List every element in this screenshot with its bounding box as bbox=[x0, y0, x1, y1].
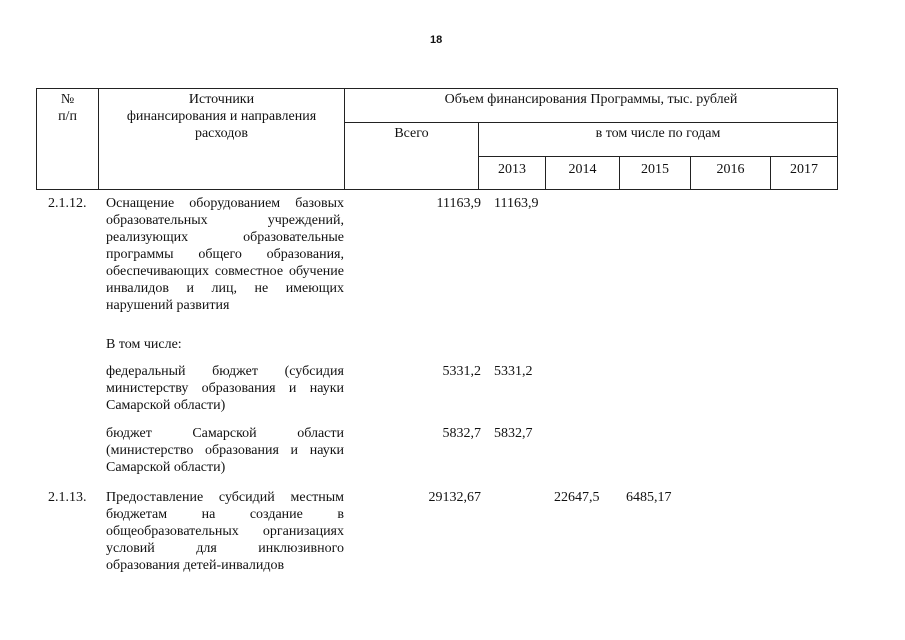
row-number: 2.1.13. bbox=[48, 490, 87, 505]
row-total: 5832,7 bbox=[442, 426, 481, 441]
row-description: бюджет Самарской области (министерство образования и науки Самарской области) bbox=[106, 426, 344, 475]
row-2015: 6485,17 bbox=[626, 490, 672, 505]
row-number: 2.1.12. bbox=[48, 196, 87, 211]
row-description: Оснащение оборудованием базовых образовательных учреждений, реализующих образовательные программы общего образования, обеспечивающих совместное обучение инвалидов и лиц, не имеющих нарушений развития bbox=[106, 196, 344, 313]
header-total: Всего bbox=[345, 123, 479, 190]
row-description: Предоставление субсидий местным бюджетам на создание в общеобразовательных организациях условий для инклюзивного образования детей-инвалидов bbox=[106, 490, 344, 573]
row-2014: 22647,5 bbox=[554, 490, 600, 505]
table-header bbox=[36, 88, 838, 190]
header-year-2013: 2013 bbox=[479, 157, 546, 190]
header-year-2017: 2017 bbox=[771, 157, 838, 190]
header-source: Источники финансирования и направления расходов bbox=[99, 89, 345, 190]
row-total: 29132,67 bbox=[428, 490, 481, 505]
row-description: федеральный бюджет (субсидия министерству образования и науки Самарской области) bbox=[106, 364, 344, 413]
row-description: В том числе: bbox=[106, 337, 182, 352]
header-volume: Объем финансирования Программы, тыс. рублей bbox=[345, 89, 838, 123]
header-year-2016: 2016 bbox=[691, 157, 771, 190]
row-total: 11163,9 bbox=[436, 196, 481, 211]
row-2013: 5832,7 bbox=[494, 426, 533, 441]
row-2013: 5331,2 bbox=[494, 364, 533, 379]
page-number: 18 bbox=[430, 34, 443, 46]
header-num: № п/п bbox=[37, 89, 99, 190]
row-total: 5331,2 bbox=[442, 364, 481, 379]
header-year-2014: 2014 bbox=[546, 157, 620, 190]
header-by-years: в том числе по годам bbox=[479, 123, 838, 157]
header-year-2015: 2015 bbox=[620, 157, 691, 190]
row-2013: 11163,9 bbox=[494, 196, 539, 211]
